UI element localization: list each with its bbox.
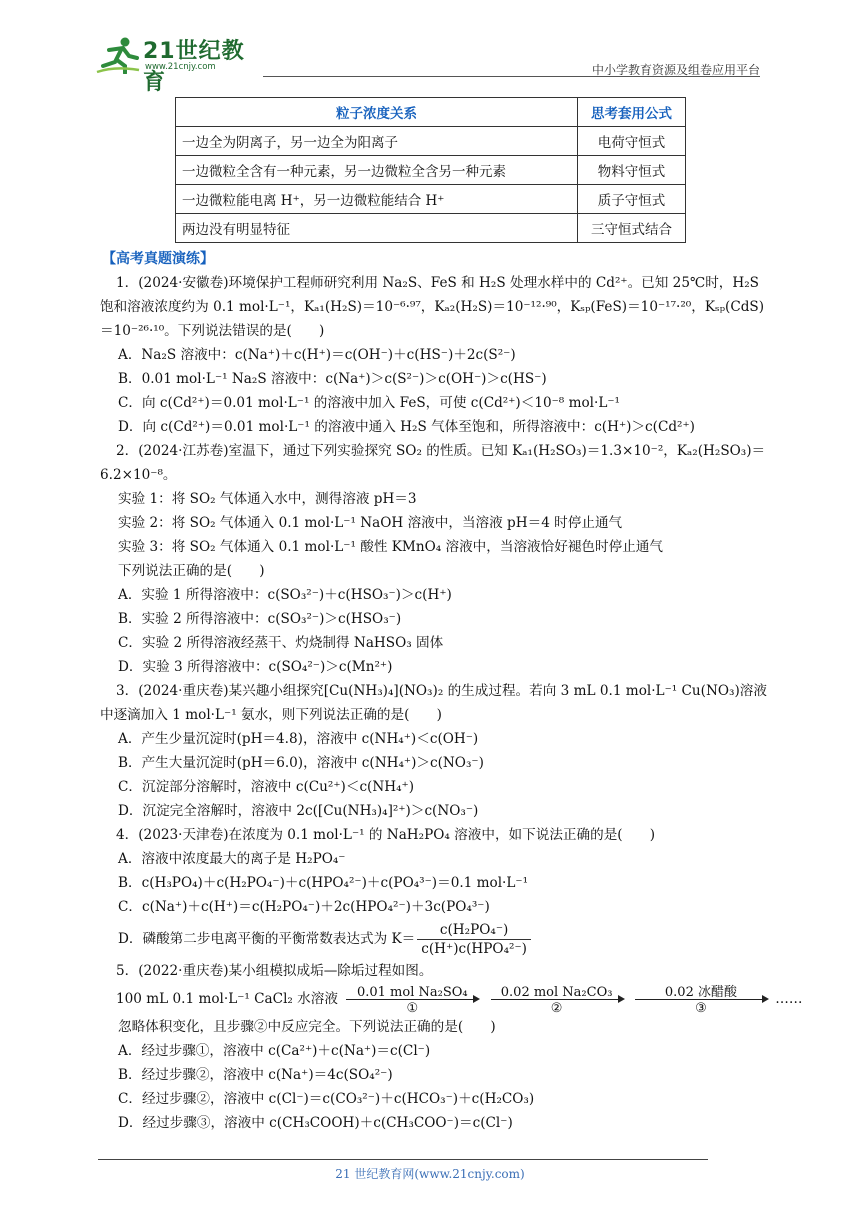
question-3-line-1: 3．(2024·重庆卷)某兴趣小组探究[Cu(NH₃)₄](NO₃)₂ 的生成过程。若向 3 mL 0.1 mol·L⁻¹ Cu(NO₃)溶液 bbox=[116, 683, 767, 699]
equilibrium-fraction bbox=[417, 921, 531, 958]
table-row bbox=[176, 214, 686, 243]
footer-divider bbox=[98, 1159, 708, 1160]
question-4-option-d-prefix: D．磷酸第二步电离平衡的平衡常数表达式为 K＝ bbox=[118, 931, 416, 947]
logo bbox=[95, 32, 265, 95]
flow-start: 100 mL 0.1 mol·L⁻¹ CaCl₂ 水溶液 bbox=[116, 991, 338, 1007]
process-flow bbox=[100, 983, 803, 1016]
header-divider bbox=[263, 76, 760, 77]
header-platform-text: 中小学教育资源及组卷应用平台 bbox=[591, 63, 760, 77]
step-3-reagent: 0.02 冰醋酸 bbox=[664, 985, 737, 1000]
table-row bbox=[176, 185, 686, 214]
question-3-option-d: D．沉淀完全溶解时，溶液中 2c([Cu(NH₃)₄]²⁺)＞c(NO₃⁻) bbox=[118, 803, 479, 819]
question-2-experiment-2: 实验 2：将 SO₂ 气体通入 0.1 mol·L⁻¹ NaOH 溶液中，当溶液 pH＝4 时停止通气 bbox=[118, 515, 623, 531]
step-3-number: ③ bbox=[695, 1001, 707, 1016]
question-5-option-a: A．经过步骤①，溶液中 c(Ca²⁺)＋c(Na⁺)＝c(Cl⁻) bbox=[118, 1043, 431, 1059]
fraction-numerator: c(H₂PO₄⁻) bbox=[417, 921, 531, 940]
question-2-line-2: 6.2×10⁻⁸。 bbox=[100, 467, 177, 483]
flow-arrow-step-2 bbox=[487, 985, 627, 1016]
page-header bbox=[95, 32, 760, 95]
logo-url: www.21cnjy.com bbox=[145, 62, 216, 72]
question-5-line-1: 5．(2022·重庆卷)某小组模拟成垢—除垢过程如图。 bbox=[116, 963, 433, 979]
question-5-option-c: C．经过步骤②，溶液中 c(Cl⁻)＝c(CO₃²⁻)＋c(HCO₃⁻)＋c(H₂CO₃) bbox=[118, 1091, 535, 1107]
question-2-option-b: B．实验 2 所得溶液中：c(SO₃²⁻)＞c(HSO₃⁻) bbox=[118, 611, 402, 627]
table-header-formula: 思考套用公式 bbox=[578, 98, 686, 127]
table-cell: 一边全为阴离子，另一边全为阳离子 bbox=[176, 127, 578, 156]
table-cell: 一边微粒能电离 H⁺，另一边微粒能结合 H⁺ bbox=[176, 185, 578, 214]
footer-text: 21 世纪教育网(www.21cnjy.com) bbox=[335, 1167, 525, 1181]
question-4-option-b: B．c(H₃PO₄)＋c(H₂PO₄⁻)＋c(HPO₄²⁻)＋c(PO₄³⁻)＝0.1 mol·L⁻¹ bbox=[118, 875, 529, 891]
table-row bbox=[176, 156, 686, 185]
question-4-option-d bbox=[100, 919, 775, 959]
logo-text: 21世纪教育 bbox=[143, 39, 245, 95]
question-1-line-1: 1．(2024·安徽卷)环境保护工程师研究利用 Na₂S、FeS 和 H₂S 处理水样中的 Cd²⁺。已知 25℃时，H₂S bbox=[116, 275, 759, 291]
table-cell: 三守恒式结合 bbox=[578, 214, 686, 243]
flow-arrow-step-3 bbox=[631, 985, 771, 1016]
flow-end: …… bbox=[775, 991, 803, 1007]
question-1-option-a: A．Na₂S 溶液中：c(Na⁺)＋c(H⁺)＝c(OH⁻)＋c(HS⁻)＋2c(S²⁻) bbox=[118, 347, 516, 363]
question-2-experiment-1: 实验 1：将 SO₂ 气体通入水中，测得溶液 pH＝3 bbox=[118, 491, 417, 507]
table-row bbox=[176, 127, 686, 156]
question-5-option-d: D．经过步骤③，溶液中 c(CH₃COOH)＋c(CH₃COO⁻)＝c(Cl⁻) bbox=[118, 1115, 513, 1131]
question-1-line-3: ＝10⁻²⁶·¹⁰。下列说法错误的是( ) bbox=[100, 323, 325, 339]
table-cell: 物料守恒式 bbox=[578, 156, 686, 185]
question-5-line-2: 忽略体积变化，且步骤②中反应完全。下列说法正确的是( ) bbox=[118, 1019, 496, 1035]
runner-logo-icon bbox=[95, 36, 141, 74]
question-3-option-a: A．产生少量沉淀时(pH＝4.8)，溶液中 c(NH₄⁺)＜c(OH⁻) bbox=[118, 731, 479, 747]
question-3-line-2: 中逐滴加入 1 mol·L⁻¹ 氨水，则下列说法正确的是( ) bbox=[100, 707, 442, 723]
table-cell: 一边微粒全含有一种元素，另一边微粒全含另一种元素 bbox=[176, 156, 578, 185]
question-5-option-b: B．经过步骤②，溶液中 c(Na⁺)＝4c(SO₄²⁻) bbox=[118, 1067, 393, 1083]
question-2-line-1: 2．(2024·江苏卷)室温下，通过下列实验探究 SO₂ 的性质。已知 Kₐ₁(H₂SO₃)＝1.3×10⁻²，Kₐ₂(H₂SO₃)＝ bbox=[116, 443, 766, 459]
relation-table bbox=[175, 97, 686, 243]
table-header-row bbox=[176, 98, 686, 127]
question-3-option-b: B．产生大量沉淀时(pH＝6.0)，溶液中 c(NH₄⁺)＞c(NO₃⁻) bbox=[118, 755, 484, 771]
table-cell: 质子守恒式 bbox=[578, 185, 686, 214]
question-4-option-a: A．溶液中浓度最大的离子是 H₂PO₄⁻ bbox=[118, 851, 346, 867]
question-1-option-b: B．0.01 mol·L⁻¹ Na₂S 溶液中：c(Na⁺)＞c(S²⁻)＞c(OH⁻)＞c(HS⁻) bbox=[118, 371, 547, 387]
question-1-option-d: D．向 c(Cd²⁺)＝0.01 mol·L⁻¹ 的溶液中通入 H₂S 气体至饱和，所得溶液中：c(H⁺)＞c(Cd²⁺) bbox=[118, 419, 695, 435]
question-2-option-a: A．实验 1 所得溶液中：c(SO₃²⁻)＋c(HSO₃⁻)＞c(H⁺) bbox=[118, 587, 452, 603]
flow-arrow-step-1 bbox=[342, 985, 482, 1016]
exercise-content bbox=[100, 247, 803, 1135]
table-cell: 电荷守恒式 bbox=[578, 127, 686, 156]
question-2-experiment-3: 实验 3：将 SO₂ 气体通入 0.1 mol·L⁻¹ 酸性 KMnO₄ 溶液中，当溶液恰好褪色时停止通气 bbox=[118, 539, 663, 555]
fraction-denominator: c(H⁺)c(HPO₄²⁻) bbox=[421, 941, 527, 957]
question-2-option-c: C．实验 2 所得溶液经蒸干、灼烧制得 NaHSO₃ 固体 bbox=[118, 635, 444, 651]
section-title: 【高考真题演练】 bbox=[102, 251, 214, 267]
question-4-line-1: 4．(2023·天津卷)在浓度为 0.1 mol·L⁻¹ 的 NaH₂PO₄ 溶液中，如下说法正确的是( ) bbox=[116, 827, 656, 843]
question-3-option-c: C．沉淀部分溶解时，溶液中 c(Cu²⁺)＜c(NH₄⁺) bbox=[118, 779, 415, 795]
step-1-number: ① bbox=[406, 1001, 419, 1016]
question-2-option-d: D．实验 3 所得溶液中：c(SO₄²⁻)＞c(Mn²⁺) bbox=[118, 659, 393, 675]
question-1-option-c: C．向 c(Cd²⁺)＝0.01 mol·L⁻¹ 的溶液中加入 FeS，可使 c(Cd²⁺)＜10⁻⁸ mol·L⁻¹ bbox=[118, 395, 620, 411]
step-2-reagent: 0.02 mol Na₂CO₃ bbox=[500, 985, 613, 1000]
table-cell: 两边没有明显特征 bbox=[176, 214, 578, 243]
step-2-number: ② bbox=[550, 1001, 563, 1016]
question-4-option-c: C．c(Na⁺)＋c(H⁺)＝c(H₂PO₄⁻)＋2c(HPO₄²⁻)＋3c(PO₄³⁻) bbox=[118, 899, 490, 915]
question-1-line-2: 饱和溶液浓度约为 0.1 mol·L⁻¹，Kₐ₁(H₂S)＝10⁻⁶·⁹⁷，Kₐ₂(H₂S)＝10⁻¹²·⁹⁰，Kₛₚ(FeS)＝10⁻¹⁷·²⁰，Kₛₚ(CdS) bbox=[100, 299, 765, 315]
step-1-reagent: 0.01 mol Na₂SO₄ bbox=[356, 985, 468, 1000]
question-2-ask: 下列说法正确的是( ) bbox=[118, 563, 265, 579]
table-header-relation: 粒子浓度关系 bbox=[176, 98, 578, 127]
